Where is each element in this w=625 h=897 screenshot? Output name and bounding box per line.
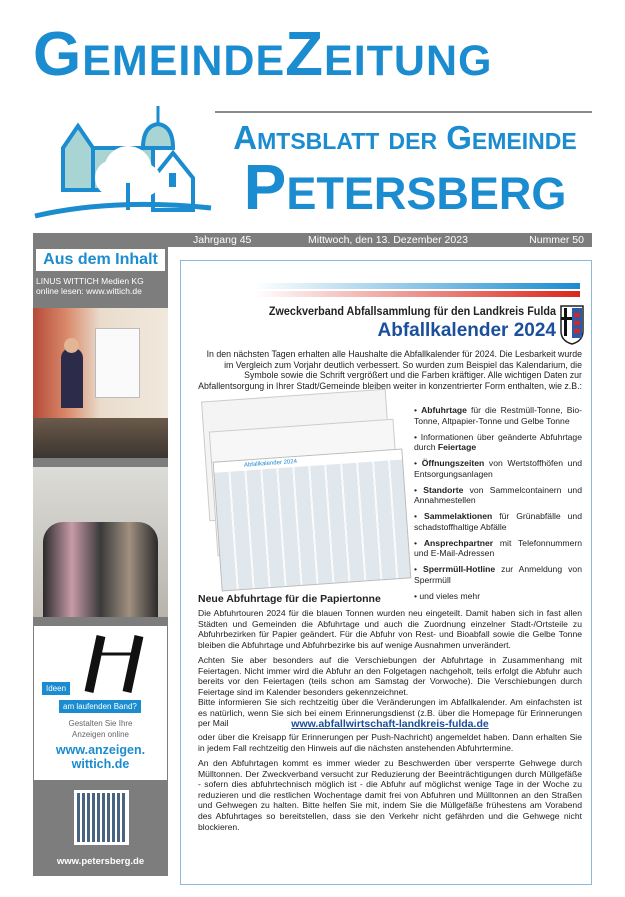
online-link[interactable]: online lesen: www.wittich.de: [36, 286, 142, 296]
paragraph-5: An den Abfuhrtagen kommt es immer wieder zu Beschwerden über versperrte Gehwege durch Mülltonnen. Der Zweckverband versucht zur Reduzierung der Beeinträchtigungen durch Müllgefäße - sofern dies abfuhrtechnisch möglich ist - die Abfuhr auf möglichst wenige Tage in der Woche zu reduzieren und die restlichen Wochentage damit frei von Abfuhren und Mülltonnen an den Straßen und Gehwegen zu halten. Bitte helfen Sie mit, indem Sie die Müllgefäße frühestens am Vorabend des Abfuhrtages so bereitstellen, dass sie den Verkehr nicht gefährden und die Gehwege nicht blockieren.: [198, 758, 582, 832]
article-organization: Zweckverband Abfallsammlung für den Landkreis Fulda: [268, 304, 556, 318]
item-text: mit Telefonnummern und E-Mail-Adressen: [414, 537, 582, 558]
ad-url-line2: wittich.de: [71, 757, 130, 771]
issue-info-bar: [33, 233, 592, 247]
paragraph-2: Achten Sie aber besonders auf die Verschiebungen der Abfuhrtage in Zusammenhang mit Feiertagen. Nicht immer wird die Abfuhr an den Folgetagen nachgeholt, teils erfolgt die Abfuhr auch bereits vor den Feiertagen (teils schon am Samstag der Vorwoche). Die Verschiebungen durch Feiertage sind im Kalender besonders gekennzeichnet.: [198, 655, 582, 697]
feature-list-item: • Sammelaktionen für Grünabfälle und schadstoffhaltige Abfälle: [414, 511, 582, 532]
item-keyword: Abfuhrtage: [421, 405, 467, 415]
issue-date: Mittwoch, den 13. Dezember 2023: [308, 234, 468, 246]
item-text: und vieles mehr: [419, 590, 481, 601]
event-photo-1[interactable]: [33, 308, 168, 458]
masthead-subtitle: Amtsblatt der Gemeinde: [233, 119, 577, 156]
feature-list-item: • und vieles mehr: [414, 590, 481, 601]
contents-heading: Aus dem Inhalt: [36, 249, 165, 271]
feature-list: [414, 405, 582, 607]
calendar-title: Abfallkalender 2024: [214, 450, 402, 473]
item-keyword: Sammelaktionen: [423, 511, 493, 521]
feature-list-item: • Abfuhrtage für die Restmüll-Tonne, Bio-Tonne, Altpapier-Tonne und Gelbe Tonne: [414, 405, 582, 426]
masthead-rule: [215, 111, 592, 113]
qr-code[interactable]: [74, 790, 129, 845]
item-keyword: Feiertage: [437, 442, 477, 452]
ad-text: [34, 718, 167, 740]
article-title: Abfallkalender 2024: [377, 320, 556, 341]
wittich-ad[interactable]: [34, 626, 167, 780]
ad-tag-band: am laufenden Band?: [59, 700, 141, 713]
item-keyword: Standorte: [423, 484, 464, 495]
ad-tag-ideas: Ideen: [42, 682, 70, 695]
feature-list-item: • Standorte von Sammelcontainern und Annahmestellen: [414, 484, 582, 505]
ad-text-line1: Gestalten Sie Ihre: [68, 719, 133, 728]
article-intro: In den nächsten Tagen erhalten alle Haushalte die Abfallkalender für 2024. Die Lesbarkeit wurde im Vergleich zum Vorjahr deutlich verbessert. So wurden zum Beispiel das Kalendarium, die Symbole sowie die Schrift vergrößert und die Farben kräftiger. Alle wichtigen Daten zur Abfallentsorgung in Ihrer Stadt/Gemeinde bleiben weiter in konzentrierter Form enthalten, wie z.B.:: [198, 349, 582, 391]
issue-number: Nummer 50: [529, 234, 584, 246]
paragraph-3: Bitte informieren Sie sich rechtzeitig über die Veränderungen im Abfallkalender. Am einfachsten ist es natürlich, wenn Sie sich bei einem Erinnerungsdienst (z.B. über die Homepage für Erinnerungen per Mail: [198, 697, 582, 729]
item-text: zur Anmeldung von Sperrmüll: [414, 564, 582, 585]
group-photo-2[interactable]: [33, 467, 168, 617]
item-text: von Sammelcontainern und Annahmestellen: [414, 484, 582, 505]
blue-stripe: [255, 283, 580, 289]
item-text: von Wertstoffhöfen und Entsorgungsanlagen: [414, 458, 582, 479]
item-text: für Grünabfälle und schadstoffhaltige Abfälle: [414, 511, 582, 532]
petersberg-castle-logo: [33, 98, 213, 220]
item-text: für die Restmüll-Tonne, Bio-Tonne, Altpapier-Tonne und Gelbe Tonne: [414, 405, 582, 426]
feature-list-item: • Informationen über geänderte Abfuhrtage durch Feiertage: [414, 431, 582, 452]
ad-url[interactable]: [34, 743, 167, 771]
paragraph-1: Die Abfuhrtouren 2024 für die blauen Tonnen wurden neu eingeteilt. Damit haben sich in fast allen Städten und Gemeinden die Abfuhrtage und auch die Zuordnung einzelner Stadt-/Ortsteile zu Abfuhrbezirken für Papier geändert. Für die Abfuhr von Rest- und Bioabfall sowie die Gelbe Tonne bleiben die Abfuhrtage und Abfuhrbezirke bis auf wenige Ausnahmen unverändert.: [198, 608, 582, 650]
feature-list-item: • Sperrmüll-Hotline zur Anmeldung von Sperrmüll: [414, 564, 582, 585]
red-stripe: [255, 291, 580, 297]
volume: Jahrgang 45: [193, 234, 252, 246]
film-strip-icon: [79, 634, 149, 694]
item-keyword: Ansprechpartner: [423, 537, 494, 548]
publisher-name: LINUS WITTICH Medien KG: [36, 276, 144, 286]
waste-website-link[interactable]: www.abfallwirtschaft-landkreis-fulda.de: [291, 718, 489, 730]
masthead-title: GemeindeZeitung: [33, 20, 493, 89]
ad-text-line2: Anzeigen online: [72, 730, 129, 739]
item-keyword: Sperrmüll-Hotline: [423, 564, 496, 574]
section-heading: Neue Abfuhrtage für die Papiertonne: [198, 593, 381, 605]
website-link[interactable]: www.petersberg.de: [56, 856, 145, 867]
waste-calendar-image: [195, 390, 413, 590]
paragraph-4: oder über die Kreisapp für Erinnerungen per Push-Nachricht) angemeldet haben. Dann erhalten Sie in jedem Fall rechtzeitig den Hinweis auf die nächsten anstehenden Abfuhrtermine.: [198, 732, 582, 753]
feature-list-item: • Öffnungszeiten von Wertstoffhöfen und Entsorgungsanlagen: [414, 458, 582, 479]
masthead-place: Petersberg: [243, 151, 567, 223]
fulda-coat-of-arms-icon: [560, 305, 584, 345]
item-keyword: Öffnungszeiten: [421, 458, 485, 468]
publisher-info: [36, 276, 166, 296]
item-text: Informationen über geänderte Abfuhrtage durch: [414, 431, 582, 452]
feature-list-item: • Ansprechpartner mit Telefonnummern und E-Mail-Adressen: [414, 537, 582, 558]
ad-url-line1: www.anzeigen.: [55, 743, 146, 757]
